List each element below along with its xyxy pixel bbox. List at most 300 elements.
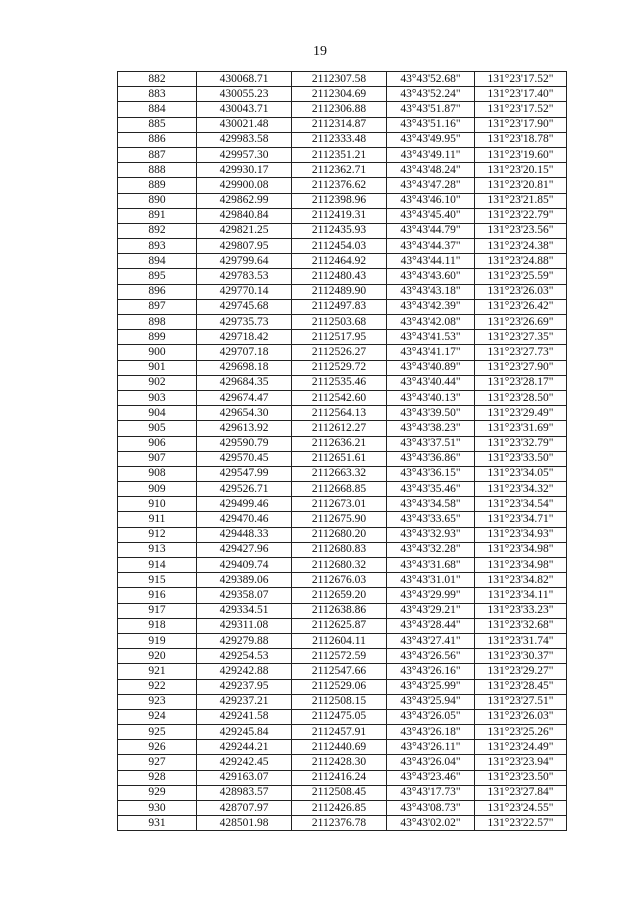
table-row: [118, 239, 567, 254]
table-row: [118, 87, 567, 102]
table-row: [118, 497, 567, 512]
y-coordinate-cell: 2112564.13: [292, 406, 387, 421]
y-coordinate-cell: 2112497.83: [292, 299, 387, 314]
x-coordinate-cell: 429254.53: [197, 649, 292, 664]
x-coordinate-cell: 429570.45: [197, 451, 292, 466]
point-number-cell: 902: [118, 375, 197, 390]
x-coordinate-cell: 429245.84: [197, 725, 292, 740]
latitude-cell: 43°43'44.79": [387, 223, 475, 238]
y-coordinate-cell: 2112435.93: [292, 223, 387, 238]
latitude-cell: 43°43'28.44": [387, 618, 475, 633]
latitude-cell: 43°43'27.41": [387, 633, 475, 648]
y-coordinate-cell: 2112508.15: [292, 694, 387, 709]
latitude-cell: 43°43'44.11": [387, 254, 475, 269]
longitude-cell: 131°23'27.84": [475, 785, 567, 800]
table-row: [118, 588, 567, 603]
point-number-cell: 929: [118, 785, 197, 800]
longitude-cell: 131°23'28.17": [475, 375, 567, 390]
table-row: [118, 345, 567, 360]
point-number-cell: 921: [118, 664, 197, 679]
table-row: [118, 406, 567, 421]
x-coordinate-cell: 429718.42: [197, 330, 292, 345]
point-number-cell: 894: [118, 254, 197, 269]
x-coordinate-cell: 429163.07: [197, 770, 292, 785]
point-number-cell: 924: [118, 709, 197, 724]
longitude-cell: 131°23'34.71": [475, 512, 567, 527]
point-number-cell: 900: [118, 345, 197, 360]
x-coordinate-cell: 429244.21: [197, 740, 292, 755]
longitude-cell: 131°23'28.50": [475, 390, 567, 405]
x-coordinate-cell: 429930.17: [197, 163, 292, 178]
latitude-cell: 43°43'23.46": [387, 770, 475, 785]
latitude-cell: 43°43'42.39": [387, 299, 475, 314]
latitude-cell: 43°43'26.18": [387, 725, 475, 740]
x-coordinate-cell: 428707.97: [197, 801, 292, 816]
y-coordinate-cell: 2112333.48: [292, 132, 387, 147]
table-row: [118, 573, 567, 588]
point-number-cell: 914: [118, 558, 197, 573]
table-row: [118, 740, 567, 755]
x-coordinate-cell: 429745.68: [197, 299, 292, 314]
x-coordinate-cell: 429242.88: [197, 664, 292, 679]
x-coordinate-cell: 429613.92: [197, 421, 292, 436]
table-row: [118, 163, 567, 178]
longitude-cell: 131°23'22.79": [475, 208, 567, 223]
table-row: [118, 375, 567, 390]
y-coordinate-cell: 2112604.11: [292, 633, 387, 648]
table-row: [118, 132, 567, 147]
point-number-cell: 897: [118, 299, 197, 314]
longitude-cell: 131°23'27.51": [475, 694, 567, 709]
latitude-cell: 43°43'49.11": [387, 147, 475, 162]
longitude-cell: 131°23'34.54": [475, 497, 567, 512]
longitude-cell: 131°23'34.32": [475, 482, 567, 497]
latitude-cell: 43°43'26.11": [387, 740, 475, 755]
table-row: [118, 618, 567, 633]
latitude-cell: 43°43'29.99": [387, 588, 475, 603]
longitude-cell: 131°23'32.68": [475, 618, 567, 633]
table-row: [118, 436, 567, 451]
longitude-cell: 131°23'25.26": [475, 725, 567, 740]
latitude-cell: 43°43'36.86": [387, 451, 475, 466]
latitude-cell: 43°43'40.44": [387, 375, 475, 390]
longitude-cell: 131°23'30.37": [475, 649, 567, 664]
latitude-cell: 43°43'44.37": [387, 239, 475, 254]
longitude-cell: 131°23'27.73": [475, 345, 567, 360]
table-row: [118, 755, 567, 770]
y-coordinate-cell: 2112489.90: [292, 284, 387, 299]
point-number-cell: 917: [118, 603, 197, 618]
y-coordinate-cell: 2112480.43: [292, 269, 387, 284]
point-number-cell: 920: [118, 649, 197, 664]
latitude-cell: 43°43'51.16": [387, 117, 475, 132]
y-coordinate-cell: 2112675.90: [292, 512, 387, 527]
longitude-cell: 131°23'24.55": [475, 801, 567, 816]
point-number-cell: 905: [118, 421, 197, 436]
x-coordinate-cell: 429862.99: [197, 193, 292, 208]
longitude-cell: 131°23'27.90": [475, 360, 567, 375]
latitude-cell: 43°43'41.53": [387, 330, 475, 345]
point-number-cell: 912: [118, 527, 197, 542]
latitude-cell: 43°43'43.18": [387, 284, 475, 299]
latitude-cell: 43°43'52.24": [387, 87, 475, 102]
table-row: [118, 603, 567, 618]
x-coordinate-cell: 429334.51: [197, 603, 292, 618]
table-row: [118, 512, 567, 527]
longitude-cell: 131°23'21.85": [475, 193, 567, 208]
latitude-cell: 43°43'26.56": [387, 649, 475, 664]
x-coordinate-cell: 429237.95: [197, 679, 292, 694]
table-row: [118, 193, 567, 208]
point-number-cell: 889: [118, 178, 197, 193]
longitude-cell: 131°23'32.79": [475, 436, 567, 451]
longitude-cell: 131°23'33.50": [475, 451, 567, 466]
x-coordinate-cell: 429783.53: [197, 269, 292, 284]
x-coordinate-cell: 429707.18: [197, 345, 292, 360]
y-coordinate-cell: 2112572.59: [292, 649, 387, 664]
x-coordinate-cell: 429821.25: [197, 223, 292, 238]
y-coordinate-cell: 2112529.06: [292, 679, 387, 694]
table-row: [118, 208, 567, 223]
x-coordinate-cell: 428501.98: [197, 816, 292, 831]
x-coordinate-cell: 429241.58: [197, 709, 292, 724]
longitude-cell: 131°23'31.69": [475, 421, 567, 436]
latitude-cell: 43°43'47.28": [387, 178, 475, 193]
point-number-cell: 911: [118, 512, 197, 527]
page-number: 19: [313, 44, 327, 59]
y-coordinate-cell: 2112416.24: [292, 770, 387, 785]
longitude-cell: 131°23'19.60": [475, 147, 567, 162]
table-row: [118, 284, 567, 299]
point-number-cell: 918: [118, 618, 197, 633]
table-row: [118, 223, 567, 238]
latitude-cell: 43°43'46.10": [387, 193, 475, 208]
y-coordinate-cell: 2112503.68: [292, 315, 387, 330]
point-number-cell: 883: [118, 87, 197, 102]
longitude-cell: 131°23'34.98": [475, 542, 567, 557]
longitude-cell: 131°23'26.03": [475, 284, 567, 299]
point-number-cell: 915: [118, 573, 197, 588]
table-row: [118, 527, 567, 542]
y-coordinate-cell: 2112508.45: [292, 785, 387, 800]
point-number-cell: 913: [118, 542, 197, 557]
y-coordinate-cell: 2112659.20: [292, 588, 387, 603]
longitude-cell: 131°23'23.56": [475, 223, 567, 238]
latitude-cell: 43°43'38.23": [387, 421, 475, 436]
table-row: [118, 390, 567, 405]
y-coordinate-cell: 2112651.61: [292, 451, 387, 466]
longitude-cell: 131°23'17.40": [475, 87, 567, 102]
x-coordinate-cell: 429590.79: [197, 436, 292, 451]
y-coordinate-cell: 2112673.01: [292, 497, 387, 512]
latitude-cell: 43°43'17.73": [387, 785, 475, 800]
table-row: [118, 482, 567, 497]
table-row: [118, 330, 567, 345]
latitude-cell: 43°43'33.65": [387, 512, 475, 527]
y-coordinate-cell: 2112426.85: [292, 801, 387, 816]
x-coordinate-cell: 429957.30: [197, 147, 292, 162]
point-number-cell: 923: [118, 694, 197, 709]
x-coordinate-cell: 430055.23: [197, 87, 292, 102]
x-coordinate-cell: 429427.96: [197, 542, 292, 557]
longitude-cell: 131°23'17.90": [475, 117, 567, 132]
longitude-cell: 131°23'24.49": [475, 740, 567, 755]
longitude-cell: 131°23'34.11": [475, 588, 567, 603]
y-coordinate-cell: 2112638.86: [292, 603, 387, 618]
longitude-cell: 131°23'22.57": [475, 816, 567, 831]
longitude-cell: 131°23'24.88": [475, 254, 567, 269]
table-row: [118, 102, 567, 117]
point-number-cell: 885: [118, 117, 197, 132]
point-number-cell: 907: [118, 451, 197, 466]
point-number-cell: 931: [118, 816, 197, 831]
table-row: [118, 269, 567, 284]
table-row: [118, 451, 567, 466]
point-number-cell: 909: [118, 482, 197, 497]
longitude-cell: 131°23'23.94": [475, 755, 567, 770]
x-coordinate-cell: 429770.14: [197, 284, 292, 299]
table-row: [118, 785, 567, 800]
table-row: [118, 421, 567, 436]
x-coordinate-cell: 429654.30: [197, 406, 292, 421]
table-row: [118, 816, 567, 831]
latitude-cell: 43°43'41.17": [387, 345, 475, 360]
y-coordinate-cell: 2112529.72: [292, 360, 387, 375]
y-coordinate-cell: 2112542.60: [292, 390, 387, 405]
table-row: [118, 360, 567, 375]
x-coordinate-cell: 429311.08: [197, 618, 292, 633]
table-row: [118, 649, 567, 664]
point-number-cell: 891: [118, 208, 197, 223]
longitude-cell: 131°23'26.69": [475, 315, 567, 330]
y-coordinate-cell: 2112547.66: [292, 664, 387, 679]
table-row: [118, 147, 567, 162]
longitude-cell: 131°23'34.93": [475, 527, 567, 542]
latitude-cell: 43°43'26.04": [387, 755, 475, 770]
y-coordinate-cell: 2112680.32: [292, 558, 387, 573]
latitude-cell: 43°43'31.68": [387, 558, 475, 573]
y-coordinate-cell: 2112457.91: [292, 725, 387, 740]
longitude-cell: 131°23'24.38": [475, 239, 567, 254]
point-number-cell: 899: [118, 330, 197, 345]
y-coordinate-cell: 2112362.71: [292, 163, 387, 178]
table-row: [118, 694, 567, 709]
x-coordinate-cell: 429358.07: [197, 588, 292, 603]
x-coordinate-cell: 429735.73: [197, 315, 292, 330]
latitude-cell: 43°43'42.08": [387, 315, 475, 330]
x-coordinate-cell: 429547.99: [197, 466, 292, 481]
point-number-cell: 922: [118, 679, 197, 694]
y-coordinate-cell: 2112351.21: [292, 147, 387, 162]
table-row: [118, 679, 567, 694]
x-coordinate-cell: 429237.21: [197, 694, 292, 709]
table-row: [118, 466, 567, 481]
table-row: [118, 117, 567, 132]
y-coordinate-cell: 2112376.78: [292, 816, 387, 831]
table-row: [118, 178, 567, 193]
y-coordinate-cell: 2112306.88: [292, 102, 387, 117]
latitude-cell: 43°43'52.68": [387, 72, 475, 87]
table-row: [118, 709, 567, 724]
x-coordinate-cell: 429389.06: [197, 573, 292, 588]
y-coordinate-cell: 2112314.87: [292, 117, 387, 132]
longitude-cell: 131°23'33.23": [475, 603, 567, 618]
table-row: [118, 315, 567, 330]
x-coordinate-cell: 429684.35: [197, 375, 292, 390]
point-number-cell: 895: [118, 269, 197, 284]
latitude-cell: 43°43'08.73": [387, 801, 475, 816]
latitude-cell: 43°43'48.24": [387, 163, 475, 178]
latitude-cell: 43°43'25.99": [387, 679, 475, 694]
coordinates-table-body: [118, 72, 567, 831]
latitude-cell: 43°43'37.51": [387, 436, 475, 451]
x-coordinate-cell: 429983.58: [197, 132, 292, 147]
coordinates-table: [117, 71, 567, 831]
latitude-cell: 43°43'31.01": [387, 573, 475, 588]
longitude-cell: 131°23'34.82": [475, 573, 567, 588]
latitude-cell: 43°43'51.87": [387, 102, 475, 117]
latitude-cell: 43°43'35.46": [387, 482, 475, 497]
y-coordinate-cell: 2112612.27: [292, 421, 387, 436]
table-row: [118, 770, 567, 785]
point-number-cell: 930: [118, 801, 197, 816]
x-coordinate-cell: 429526.71: [197, 482, 292, 497]
point-number-cell: 886: [118, 132, 197, 147]
x-coordinate-cell: 430068.71: [197, 72, 292, 87]
longitude-cell: 131°23'18.78": [475, 132, 567, 147]
table-row: [118, 558, 567, 573]
point-number-cell: 903: [118, 390, 197, 405]
y-coordinate-cell: 2112517.95: [292, 330, 387, 345]
point-number-cell: 890: [118, 193, 197, 208]
y-coordinate-cell: 2112440.69: [292, 740, 387, 755]
longitude-cell: 131°23'25.59": [475, 269, 567, 284]
latitude-cell: 43°43'40.89": [387, 360, 475, 375]
y-coordinate-cell: 2112680.83: [292, 542, 387, 557]
point-number-cell: 887: [118, 147, 197, 162]
x-coordinate-cell: 430043.71: [197, 102, 292, 117]
point-number-cell: 926: [118, 740, 197, 755]
latitude-cell: 43°43'43.60": [387, 269, 475, 284]
table-row: [118, 299, 567, 314]
y-coordinate-cell: 2112625.87: [292, 618, 387, 633]
x-coordinate-cell: 429807.95: [197, 239, 292, 254]
table-row: [118, 725, 567, 740]
table-row: [118, 72, 567, 87]
longitude-cell: 131°23'28.45": [475, 679, 567, 694]
y-coordinate-cell: 2112398.96: [292, 193, 387, 208]
latitude-cell: 43°43'36.15": [387, 466, 475, 481]
y-coordinate-cell: 2112526.27: [292, 345, 387, 360]
longitude-cell: 131°23'34.98": [475, 558, 567, 573]
latitude-cell: 43°43'32.28": [387, 542, 475, 557]
point-number-cell: 906: [118, 436, 197, 451]
latitude-cell: 43°43'29.21": [387, 603, 475, 618]
longitude-cell: 131°23'23.50": [475, 770, 567, 785]
y-coordinate-cell: 2112376.62: [292, 178, 387, 193]
point-number-cell: 888: [118, 163, 197, 178]
longitude-cell: 131°23'29.49": [475, 406, 567, 421]
table-row: [118, 801, 567, 816]
point-number-cell: 928: [118, 770, 197, 785]
y-coordinate-cell: 2112663.32: [292, 466, 387, 481]
point-number-cell: 898: [118, 315, 197, 330]
x-coordinate-cell: 429448.33: [197, 527, 292, 542]
point-number-cell: 908: [118, 466, 197, 481]
x-coordinate-cell: 429470.46: [197, 512, 292, 527]
y-coordinate-cell: 2112475.05: [292, 709, 387, 724]
longitude-cell: 131°23'26.03": [475, 709, 567, 724]
point-number-cell: 916: [118, 588, 197, 603]
longitude-cell: 131°23'17.52": [475, 72, 567, 87]
latitude-cell: 43°43'26.16": [387, 664, 475, 679]
point-number-cell: 882: [118, 72, 197, 87]
y-coordinate-cell: 2112304.69: [292, 87, 387, 102]
table-row: [118, 664, 567, 679]
y-coordinate-cell: 2112419.31: [292, 208, 387, 223]
x-coordinate-cell: 429674.47: [197, 390, 292, 405]
point-number-cell: 910: [118, 497, 197, 512]
x-coordinate-cell: 429840.84: [197, 208, 292, 223]
point-number-cell: 892: [118, 223, 197, 238]
longitude-cell: 131°23'17.52": [475, 102, 567, 117]
point-number-cell: 927: [118, 755, 197, 770]
longitude-cell: 131°23'20.81": [475, 178, 567, 193]
x-coordinate-cell: 429242.45: [197, 755, 292, 770]
x-coordinate-cell: 429279.88: [197, 633, 292, 648]
latitude-cell: 43°43'45.40": [387, 208, 475, 223]
point-number-cell: 901: [118, 360, 197, 375]
point-number-cell: 925: [118, 725, 197, 740]
longitude-cell: 131°23'31.74": [475, 633, 567, 648]
latitude-cell: 43°43'39.50": [387, 406, 475, 421]
point-number-cell: 893: [118, 239, 197, 254]
y-coordinate-cell: 2112464.92: [292, 254, 387, 269]
y-coordinate-cell: 2112307.58: [292, 72, 387, 87]
y-coordinate-cell: 2112428.30: [292, 755, 387, 770]
point-number-cell: 919: [118, 633, 197, 648]
table-row: [118, 633, 567, 648]
table-row: [118, 254, 567, 269]
latitude-cell: 43°43'02.02": [387, 816, 475, 831]
latitude-cell: 43°43'49.95": [387, 132, 475, 147]
y-coordinate-cell: 2112636.21: [292, 436, 387, 451]
longitude-cell: 131°23'34.05": [475, 466, 567, 481]
latitude-cell: 43°43'34.58": [387, 497, 475, 512]
table-row: [118, 542, 567, 557]
x-coordinate-cell: 429799.64: [197, 254, 292, 269]
x-coordinate-cell: 429409.74: [197, 558, 292, 573]
x-coordinate-cell: 429499.46: [197, 497, 292, 512]
x-coordinate-cell: 429698.18: [197, 360, 292, 375]
y-coordinate-cell: 2112535.46: [292, 375, 387, 390]
longitude-cell: 131°23'27.35": [475, 330, 567, 345]
y-coordinate-cell: 2112676.03: [292, 573, 387, 588]
latitude-cell: 43°43'32.93": [387, 527, 475, 542]
latitude-cell: 43°43'26.05": [387, 709, 475, 724]
y-coordinate-cell: 2112668.85: [292, 482, 387, 497]
longitude-cell: 131°23'29.27": [475, 664, 567, 679]
point-number-cell: 896: [118, 284, 197, 299]
point-number-cell: 904: [118, 406, 197, 421]
x-coordinate-cell: 428983.57: [197, 785, 292, 800]
longitude-cell: 131°23'20.15": [475, 163, 567, 178]
point-number-cell: 884: [118, 102, 197, 117]
latitude-cell: 43°43'40.13": [387, 390, 475, 405]
x-coordinate-cell: 429900.08: [197, 178, 292, 193]
x-coordinate-cell: 430021.48: [197, 117, 292, 132]
y-coordinate-cell: 2112454.03: [292, 239, 387, 254]
